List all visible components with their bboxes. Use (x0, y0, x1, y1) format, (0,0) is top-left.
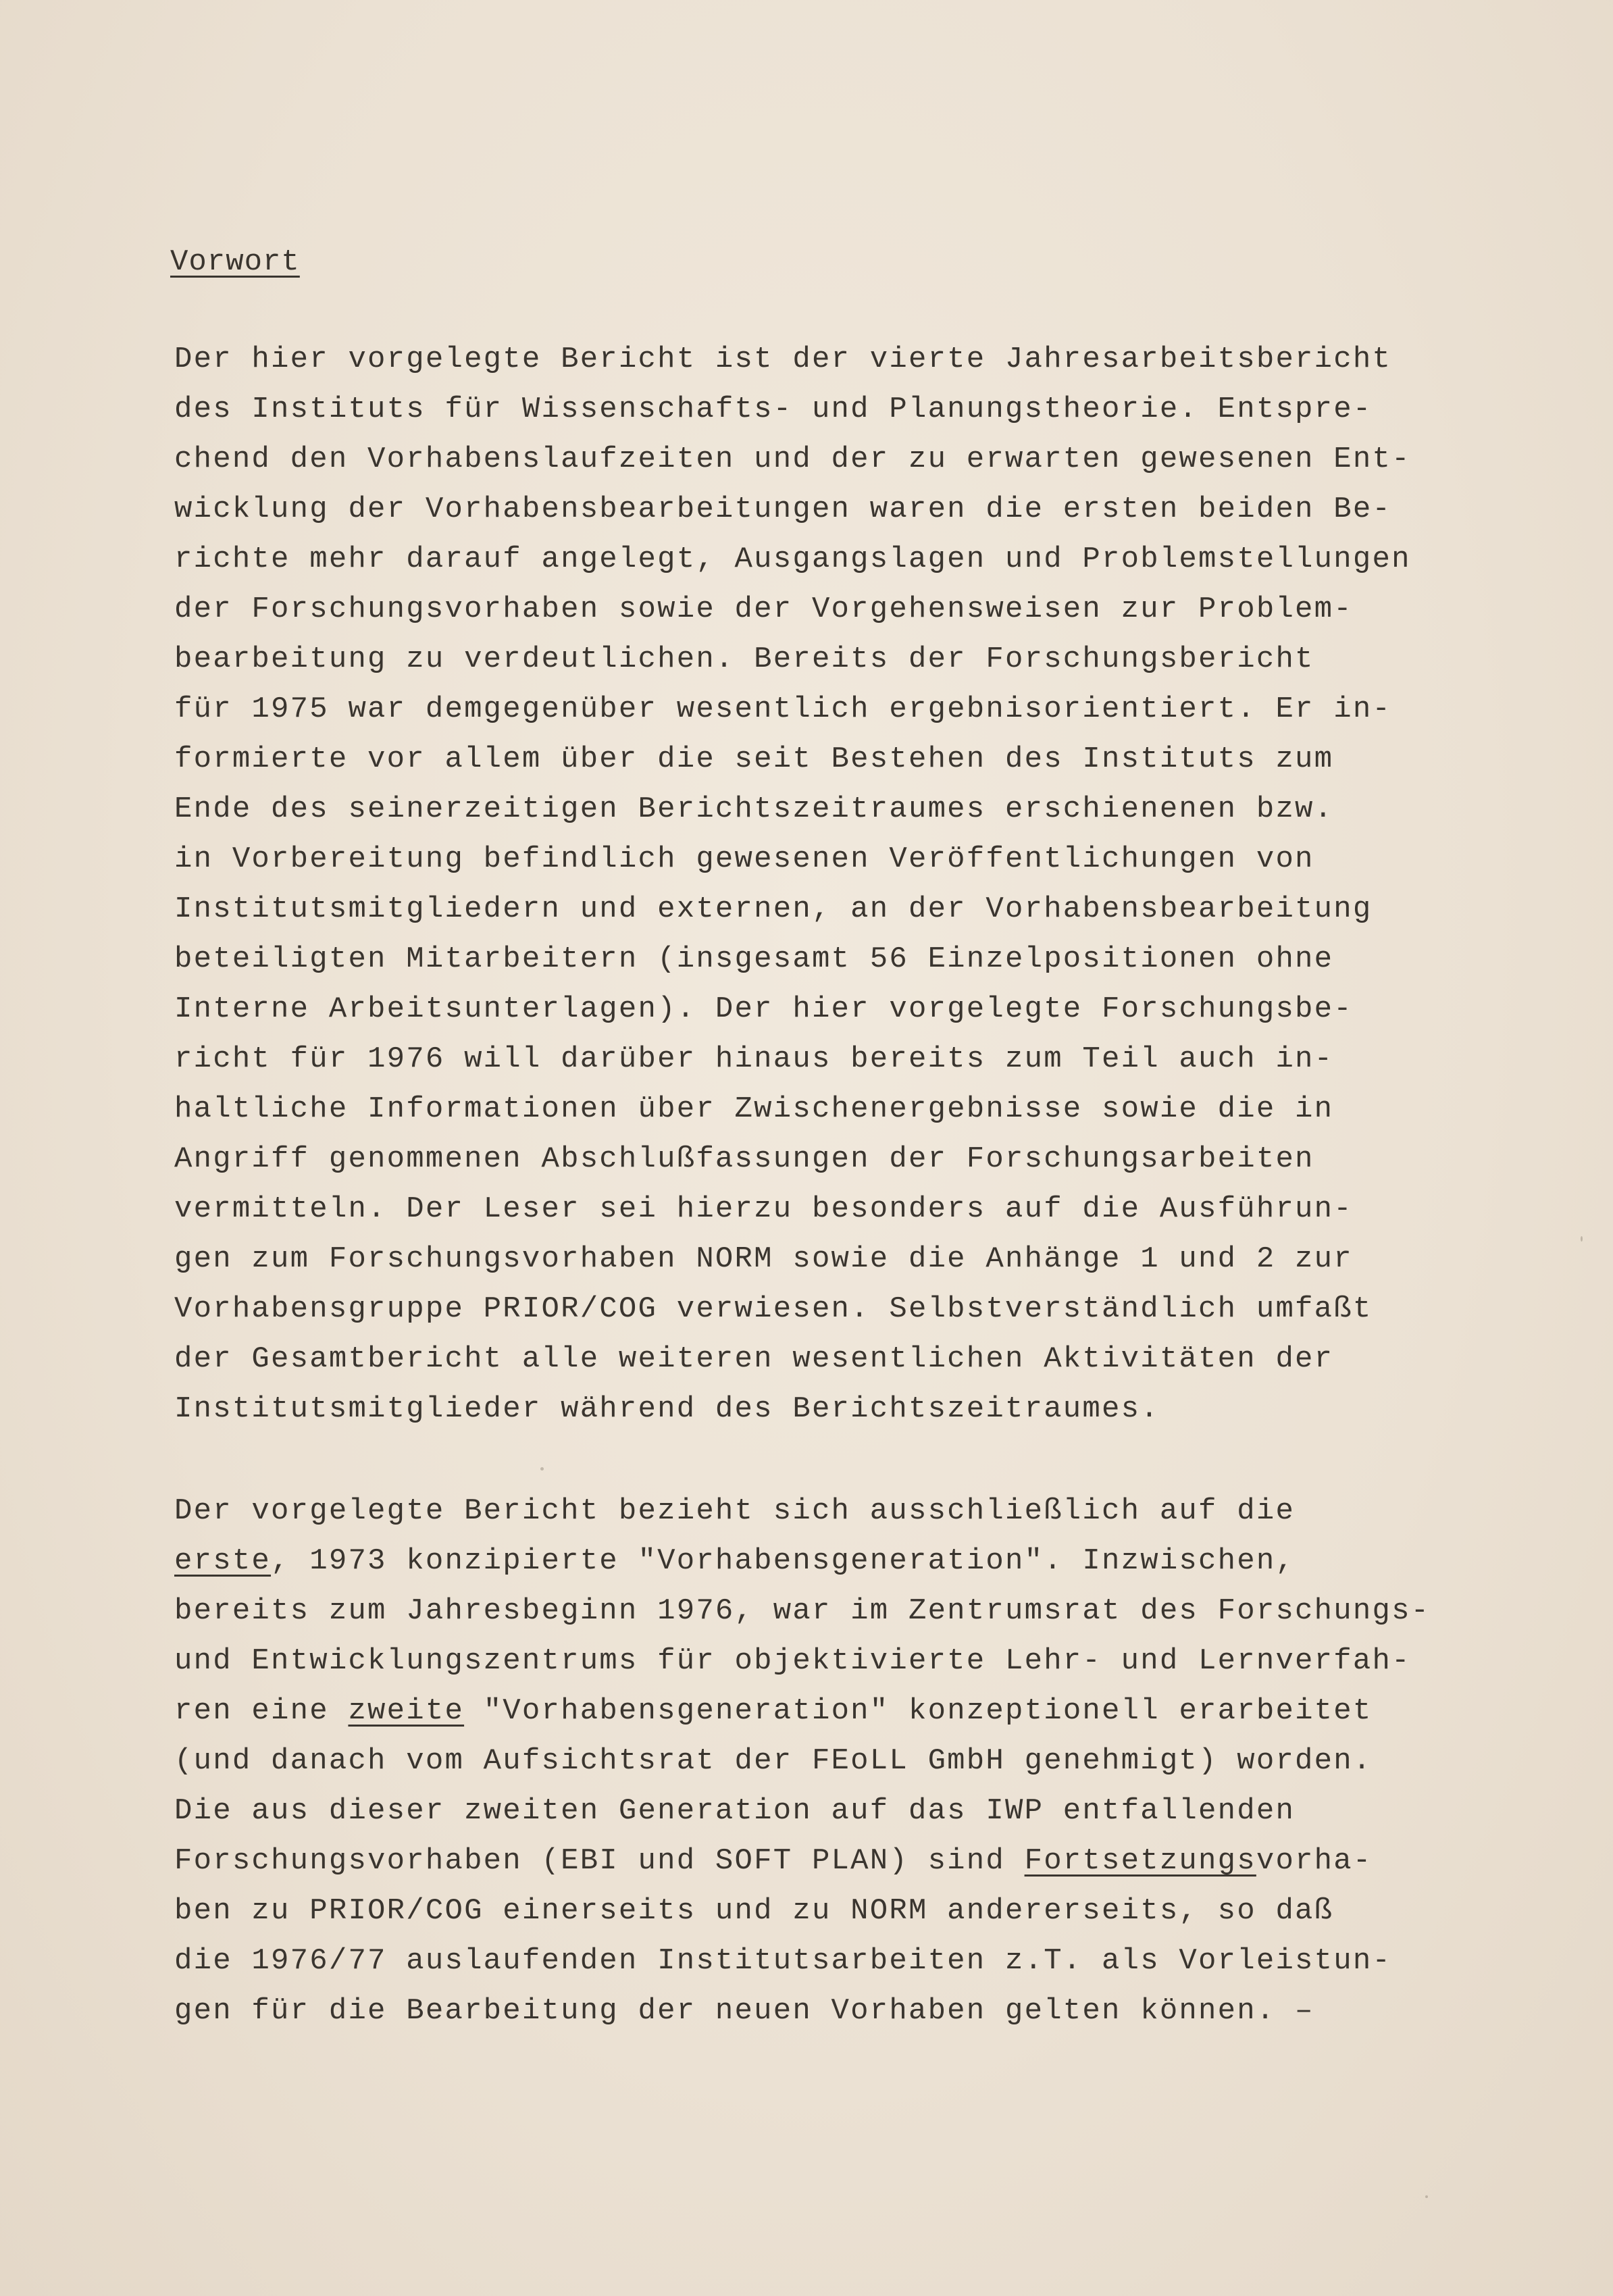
text-line: vermitteln. Der Leser sei hierzu besonders auf die Ausführun- (174, 1192, 1353, 1226)
paper-speck (540, 1467, 544, 1471)
text-line: (und danach vom Aufsichtsrat der FEoLL GmbH genehmigt) worden. (174, 1744, 1373, 1778)
text-line: Institutsmitgliedern und externen, an der Vorhabensbearbeitung (174, 892, 1373, 926)
text-line: richte mehr darauf angelegt, Ausgangslagen und Problemstellungen (174, 542, 1411, 576)
line-text: Forschungsvorhaben (EBI und SOFT PLAN) sind (174, 1844, 1025, 1878)
line-text: , 1973 konzipierte "Vorhabensgeneration". Inzwischen, (271, 1544, 1296, 1578)
paragraph-2 (174, 1486, 1498, 2036)
text-line: Angriff genommenen Abschlußfassungen der Forschungsarbeiten (174, 1142, 1314, 1176)
text-line: richt für 1976 will darüber hinaus bereits zum Teil auch in- (174, 1042, 1334, 1076)
text-line: Ende des seinerzeitigen Berichtszeitraumes erschienenen bzw. (174, 792, 1334, 826)
line-text: ren eine (174, 1694, 349, 1728)
page-title: Vorwort (170, 245, 300, 279)
text-line: der Forschungsvorhaben sowie der Vorgehensweisen zur Problem- (174, 592, 1353, 626)
text-line: der Gesamtbericht alle weiteren wesentlichen Aktivitäten der (174, 1342, 1334, 1376)
text-line: chend den Vorhabenslaufzeiten und der zu erwarten gewesenen Ent- (174, 442, 1411, 476)
text-line: Vorhabensgruppe PRIOR/COG verwiesen. Selbstverständlich umfaßt (174, 1292, 1373, 1326)
paper-speck (1581, 1236, 1583, 1242)
text-line: beteiligten Mitarbeitern (insgesamt 56 Einzelpositionen ohne (174, 942, 1334, 976)
text-line: die 1976/77 auslaufenden Institutsarbeiten z.T. als Vorleistun- (174, 1944, 1392, 1978)
text-line: Interne Arbeitsunterlagen). Der hier vorgelegte Forschungsbe- (174, 992, 1353, 1026)
text-line: und Entwicklungszentrums für objektivierte Lehr- und Lernverfah- (174, 1644, 1411, 1678)
text-line: wicklung der Vorhabensbearbeitungen waren die ersten beiden Be- (174, 492, 1392, 526)
line-text: "Vorhabensgeneration" konzeptionell erarbeitet (464, 1694, 1373, 1728)
text-line: des Instituts für Wissenschafts- und Planungstheorie. Entspre- (174, 392, 1373, 426)
line-text: vorha- (1256, 1844, 1373, 1878)
text-line: gen für die Bearbeitung der neuen Vorhaben gelten können. – (174, 1994, 1314, 2028)
text-line: bereits zum Jahresbeginn 1976, war im Zentrumsrat des Forschungs- (174, 1594, 1431, 1628)
text-line: gen zum Forschungsvorhaben NORM sowie die Anhänge 1 und 2 zur (174, 1242, 1353, 1276)
text-line: in Vorbereitung befindlich gewesenen Veröffentlichungen von (174, 842, 1314, 876)
text-line: bearbeitung zu verdeutlichen. Bereits der Forschungsbericht (174, 642, 1314, 676)
text-line: Der vorgelegte Bericht bezieht sich ausschließlich auf die (174, 1494, 1296, 1528)
paper-speck (1425, 2195, 1428, 2198)
text-line: ben zu PRIOR/COG einerseits und zu NORM andererseits, so daß (174, 1894, 1334, 1928)
underlined-word: erste (174, 1544, 272, 1578)
text-line: Institutsmitglieder während des Berichtszeitraumes. (174, 1392, 1160, 1426)
text-line (174, 1686, 1498, 1736)
underlined-word: Fortsetzungs (1024, 1844, 1256, 1878)
text-line (174, 1836, 1498, 1886)
underlined-word: zweite (348, 1694, 465, 1728)
text-line: formierte vor allem über die seit Bestehen des Instituts zum (174, 742, 1334, 776)
text-line: Die aus dieser zweiten Generation auf das IWP entfallenden (174, 1794, 1296, 1828)
text-line (174, 1536, 1498, 1586)
text-line: für 1975 war demgegenüber wesentlich ergebnisorientiert. Er in- (174, 692, 1392, 726)
text-line: haltliche Informationen über Zwischenergebnisse sowie die in (174, 1092, 1334, 1126)
text-line: Der hier vorgelegte Bericht ist der vierte Jahresarbeitsbericht (174, 342, 1392, 376)
paragraph-1 (174, 334, 1498, 1434)
